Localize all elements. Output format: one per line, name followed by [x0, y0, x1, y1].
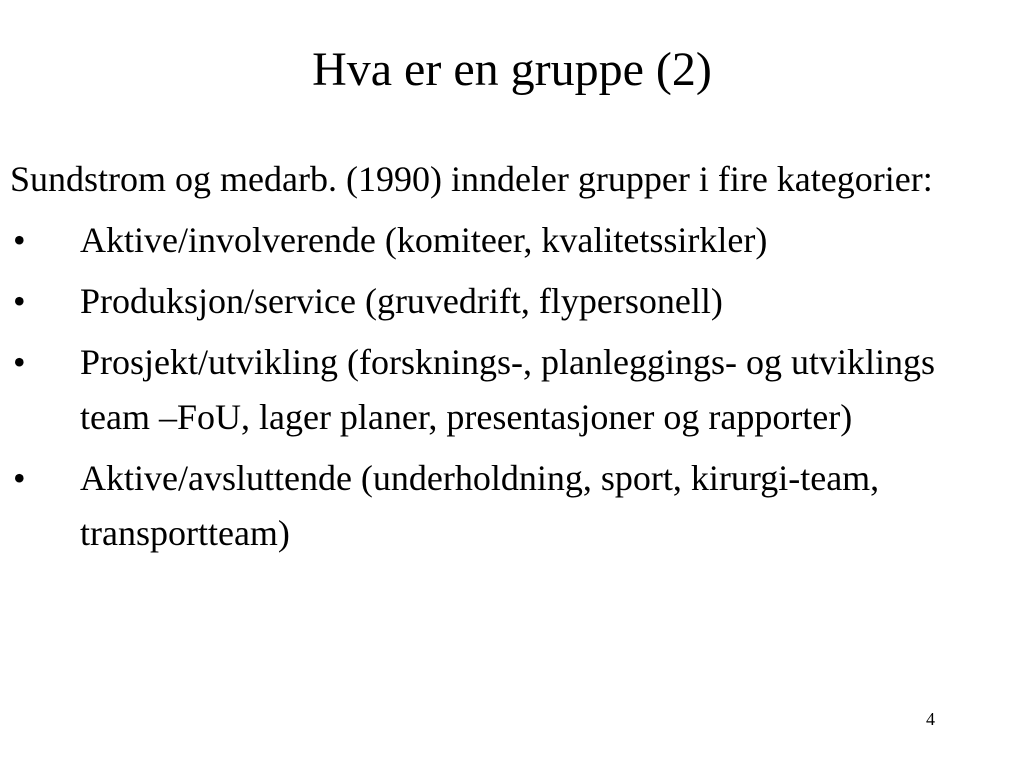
bullet-icon: •	[13, 220, 26, 260]
bullet-icon: •	[13, 458, 26, 498]
page-number: 4	[926, 709, 935, 729]
slide-body	[10, 152, 1010, 567]
bullet-icon: •	[13, 342, 26, 382]
bullet-item-aktive-involverende	[10, 213, 1010, 268]
bullet-text: Produksjon/service (gruvedrift, flypersonell)	[80, 281, 723, 321]
bullet-text: Aktive/involverende (komiteer, kvalitetssirkler)	[80, 220, 768, 260]
bullet-text: Prosjekt/utvikling (forsknings-, planleggings- og utviklings team –FoU, lager planer, presentasjoner og rapporter)	[80, 342, 935, 437]
bullet-text: Aktive/avsluttende (underholdning, sport, kirurgi-team, transportteam)	[80, 458, 880, 553]
slide-title: Hva er en gruppe (2)	[312, 43, 712, 96]
bullet-icon: •	[13, 281, 26, 321]
bullet-item-prosjekt-utvikling	[10, 335, 1010, 445]
bullet-list	[10, 213, 1010, 561]
bullet-item-produksjon-service	[10, 274, 1010, 329]
bullet-item-aktive-avsluttende	[10, 451, 1010, 561]
intro-paragraph: Sundstrom og medarb. (1990) inndeler grupper i fire kategorier:	[10, 159, 933, 199]
